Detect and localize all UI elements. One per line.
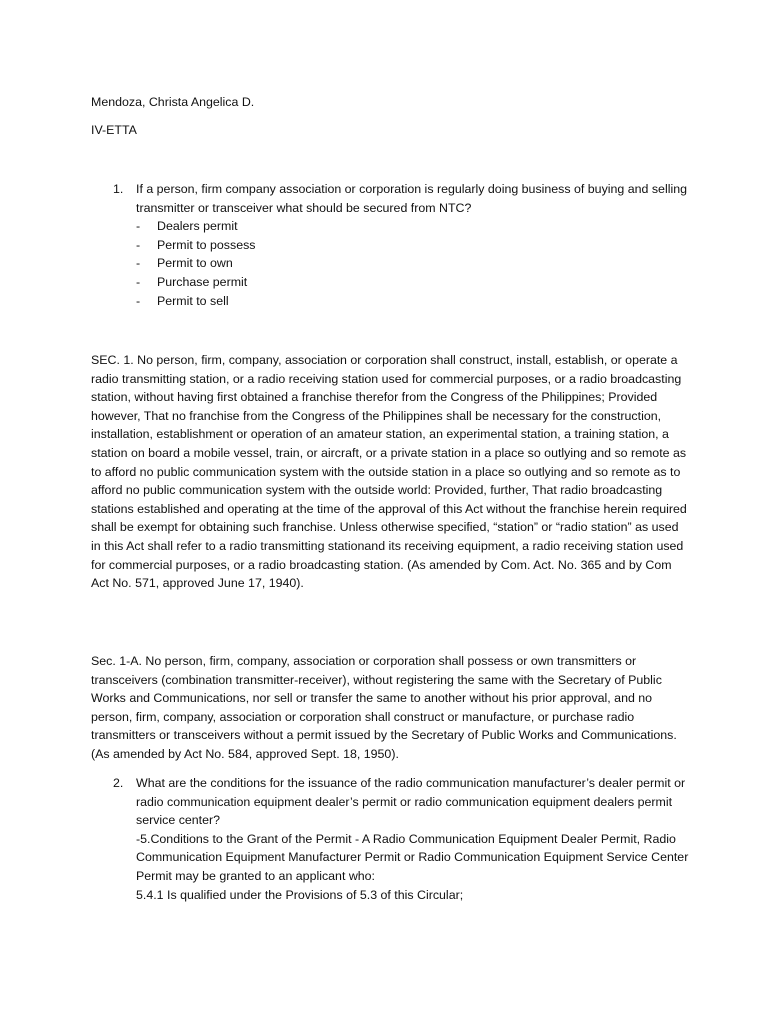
option-label: Dealers permit <box>157 219 238 234</box>
option-item <box>136 217 691 236</box>
section-1a-paragraph: Sec. 1-A. No person, firm, company, association or corporation shall possess or own transmitters or transceivers (combination transmitter-receiver), without registering the same with the Secretary of Public Works and Communications, nor sell or transfer the same to another without his prior approval, and no person, firm, company, association or corporation shall construct or manufacture, or purchase radio transmitters or transceivers without a permit issued by the Secretary of Public Works and Communications. (As amended by Act No. 584, approved Sept. 18, 1950). <box>91 654 677 761</box>
question-2-body <box>91 774 691 904</box>
question-2-number: 2. <box>113 776 124 790</box>
option-label: Purchase permit <box>157 274 248 289</box>
dash-bullet: - <box>136 256 141 271</box>
question-1-options <box>136 217 691 310</box>
question-2-subitem: 5.4.1 Is qualified under the Provisions of 5.3 of this Circular; <box>136 887 464 902</box>
option-label: Permit to own <box>157 256 233 271</box>
option-item <box>136 236 691 255</box>
author-name: Mendoza, Christa Angelica D. <box>91 95 255 109</box>
option-label: Permit to sell <box>157 293 229 308</box>
question-1-text: If a person, firm company association or corporation is regularly doing business of buying and selling transmitter or transceiver what should be secured from NTC? <box>136 182 687 215</box>
option-item <box>136 254 691 273</box>
question-2-text: What are the conditions for the issuance of the radio communication manufacturer’s dealer permit or radio communication equipment dealer’s permit or radio communication equipment dealers permit service center? <box>136 776 686 828</box>
dash-bullet: - <box>136 274 141 289</box>
dash-bullet: - <box>136 237 141 252</box>
question-2 <box>91 774 691 904</box>
option-item <box>136 273 691 292</box>
option-label: Permit to possess <box>157 237 256 252</box>
question-1-body <box>91 180 691 310</box>
section-code: IV-ETTA <box>91 123 137 137</box>
question-1-number: 1. <box>113 182 124 196</box>
question-1 <box>91 180 691 310</box>
dash-bullet: - <box>136 293 141 308</box>
dash-bullet: - <box>136 219 141 234</box>
question-2-answer: -5.Conditions to the Grant of the Permit - A Radio Communication Equipment Dealer Permit, Radio Communication Equipment Manufacturer Permit or Radio Communication Equipment Service Center Permit may be granted to an applicant who: <box>136 831 689 883</box>
section-1-paragraph: SEC. 1. No person, firm, company, association or corporation shall construct, install, establish, or operate a radio transmitting station, or a radio receiving station used for commercial purposes, or a radio broadcasting station, without having first obtained a franchise therefor from the Congress of the Philippines; Provided however, That no franchise from the Congress of the Philippines shall be necessary for the construction, installation, establishment or operation of an amateur station, an experimental station, a training station, a station on board a mobile vessel, train, or aircraft, or a private station in a place so outlying and so remote as to afford no public communication system with the outside station in a place so outlying and so remote as to afford no public communication system with the outside world: Provided, further, That radio broadcasting stations established and operating at the time of the approval of this Act without the franchise herein required shall be exempt for obtaining such franchise. Unless otherwise specified, “station” or “radio station” as used in this Act shall refer to a radio transmitting stationand its receiving equipment, a radio receiving station used for commercial purposes, or a radio broadcasting station. (As amended by Com. Act. No. 365 and by Com Act No. 571, approved June 17, 1940). <box>91 353 687 591</box>
option-item <box>136 292 691 311</box>
